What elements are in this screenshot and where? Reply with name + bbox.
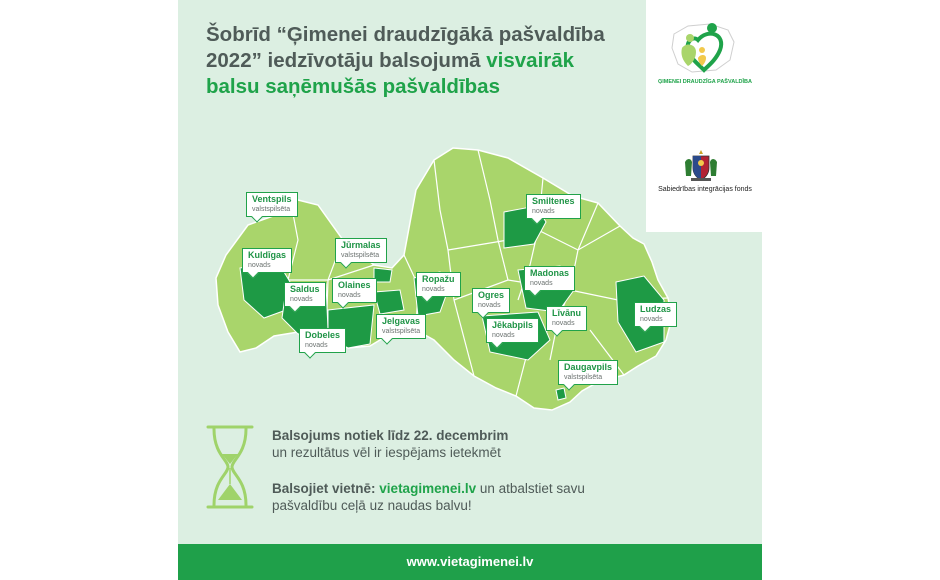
deadline-subtitle: un rezultātus vēl ir iespējams ietekmēt — [272, 445, 501, 460]
map-label-dobeles: Dobeles novads — [299, 328, 346, 353]
map-label-smiltenes: Smiltenes novads — [526, 194, 581, 219]
region-olaines — [374, 290, 404, 314]
map-label-saldus: Saldus novads — [284, 282, 326, 307]
map-label-kuldigas: Kuldīgas novads — [242, 248, 292, 273]
deadline-title: Balsojums notiek līdz 22. decembrim — [272, 428, 509, 443]
map-label-livanu: Līvānu novads — [546, 306, 587, 331]
vote-label: Balsojiet vietnē: — [272, 481, 380, 496]
vote-info — [272, 480, 632, 514]
headline-highlight: visvairāk balsu saņēmušās pašvaldības — [206, 49, 575, 98]
family-logo-text: ĢIMENEI DRAUDZĪGA PAŠVALDĪBA — [657, 79, 752, 85]
region-jurmalas — [374, 268, 392, 282]
map-label-jelgavas: Jelgavas valstspilsēta — [376, 314, 426, 339]
map-label-ludzas: Ludzas novads — [634, 302, 677, 327]
headline-text: Šobrīd “Ģimenei draudzīgākā pašvaldība 2022” iedzīvotāju balsojumā — [206, 23, 605, 72]
footer-url-link[interactable]: www.vietagimenei.lv — [406, 554, 534, 569]
map-label-jekabpils: Jēkabpils novads — [486, 318, 539, 343]
deadline-info — [272, 427, 632, 461]
family-logo-icon — [668, 20, 740, 78]
map-label-ropazu: Ropažu novads — [416, 272, 461, 297]
map-label-olaines: Olaines novads — [332, 278, 377, 303]
vote-rest: un atbalstiet savu pašvaldību ceļā uz naudas balvu! — [272, 481, 585, 513]
region-daugavpils — [556, 388, 566, 400]
map-label-jurmalas: Jūrmalas valstspilsēta — [335, 238, 387, 263]
coat-of-arms-icon — [683, 148, 719, 182]
map-label-ogres: Ogres novads — [472, 288, 510, 313]
hourglass-icon — [206, 424, 254, 510]
map-label-madonas: Madonas novads — [524, 266, 575, 291]
footer-bar — [178, 544, 762, 580]
fund-name: Sabiedrības integrācijas fonds — [658, 186, 752, 193]
map-label-daugavpils: Daugavpils valstspilsēta — [558, 360, 618, 385]
map-label-ventspils: Ventspils valstspilsēta — [246, 192, 298, 217]
vote-link[interactable]: vietagimenei.lv — [379, 481, 477, 496]
